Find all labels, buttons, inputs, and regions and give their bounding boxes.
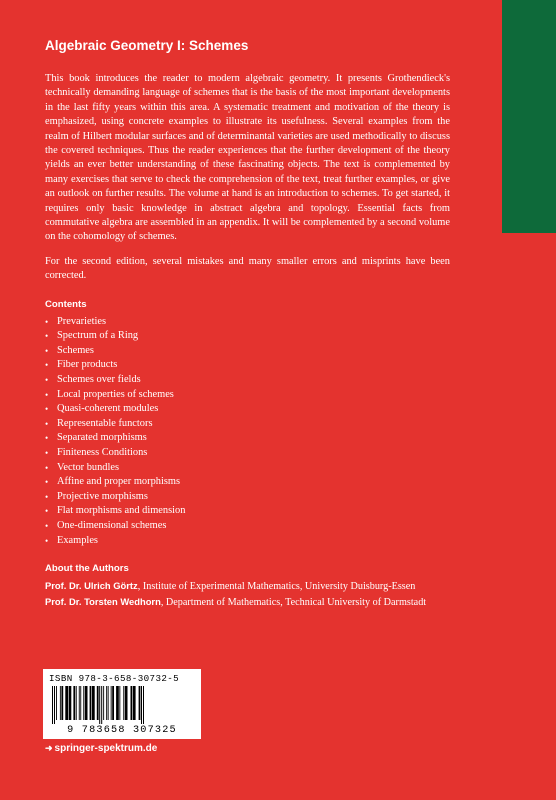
barcode-bar [69, 686, 72, 720]
contents-list [45, 315, 450, 549]
barcode-bar [133, 686, 136, 720]
barcode-digits: 9 783658 307325 [67, 725, 177, 736]
barcode-guard-bar [141, 686, 142, 724]
list-item: • One-dimensional schemes [45, 519, 450, 534]
contents-heading: Contents [45, 298, 87, 310]
list-item: • Local properties of schemes [45, 388, 450, 403]
barcode-guard-bar [54, 686, 55, 724]
publisher-url-text: springer-spektrum.de [54, 743, 158, 754]
barcode-bar [108, 686, 109, 720]
author-affiliation: , Department of Mathematics, Technical University of Darmstadt [160, 596, 427, 608]
book-title: Algebraic Geometry I: Schemes [45, 38, 249, 53]
barcode-bar [79, 686, 80, 720]
isbn-text: ISBN 978-3-658-30732-5 [49, 673, 180, 684]
barcode-bar [83, 686, 84, 720]
barcode-bar [131, 686, 133, 720]
description-paragraph-1: This book introduces the reader to modern algebraic geometry. It presents Grothendieck's technically demanding language of schemes that is the basis of the most important developments in the last fifty years within this area. A systematic treatment and motivation of the theory is emphasized, using concrete examples to illustrate its usefulness. Several examples from the realm of Hilbert modular surfaces and of determinantal varieties are used methodically to discuss the covered techniques. Thus the reader experiences that the further development of the theory yields an ever better understanding of these fascinating objects. The text is complemented by many exercises that serve to check the comprehension of the text, treat further examples, or give an outlook on further results. The volume at hand is an introduction to schemes. To get started, it requires only basic knowledge in abstract algebra and topology. Essential facts from commutative algebra are assembled in an appendix. It will be complemented by a second volume on the cohomology of schemes. [45, 73, 450, 243]
barcode-bar [85, 686, 88, 720]
barcode-bar [56, 686, 57, 720]
arrow-icon: ➜ [45, 743, 53, 753]
back-cover-text [45, 38, 450, 610]
list-item: • Prevarieties [45, 315, 450, 330]
barcode-bar [61, 686, 63, 720]
list-item: • Spectrum of a Ring [45, 329, 450, 344]
publisher-url[interactable] [45, 743, 157, 754]
barcode-bars [51, 686, 197, 724]
barcode-bar [123, 686, 124, 720]
author-affiliation: , Institute of Experimental Mathematics, University Duisburg-Essen [137, 581, 416, 593]
barcode-bar [125, 686, 128, 720]
list-item: • Finiteness Conditions [45, 446, 450, 461]
barcode-bar [76, 686, 77, 720]
list-item: • Vector bundles [45, 461, 450, 476]
barcode-guard-bar [52, 686, 53, 724]
list-item: • Representable functors [45, 417, 450, 432]
barcode-bar [90, 686, 92, 720]
list-item: • Examples [45, 534, 450, 549]
barcode-bar [111, 686, 112, 720]
barcode-bar [112, 686, 114, 720]
barcode-bar [80, 686, 81, 720]
barcode-bar [116, 686, 119, 720]
isbn-barcode [43, 669, 201, 739]
barcode-bar [139, 686, 141, 720]
author-name: Prof. Dr. Torsten Wedhorn [45, 595, 161, 607]
barcode-guard-bar [101, 686, 102, 724]
description-paragraph-2: For the second edition, several mistakes and many smaller errors and misprints have been corrected. [45, 255, 450, 282]
barcode-bar [60, 686, 61, 720]
list-item: • Schemes [45, 344, 450, 359]
list-item: • Quasi-coherent modules [45, 402, 450, 417]
barcode-bar [103, 686, 104, 720]
list-item: • Separated morphisms [45, 431, 450, 446]
list-item: • Affine and proper morphisms [45, 475, 450, 490]
green-accent-strip [502, 0, 556, 233]
barcode-bar [97, 686, 99, 720]
barcode-bar [92, 686, 95, 720]
barcode-bar [73, 686, 75, 720]
barcode-guard-bar [143, 686, 144, 724]
barcode-guard-bar [99, 686, 100, 724]
author-entry [45, 579, 450, 595]
barcode-bar [119, 686, 120, 720]
list-item: • Fiber products [45, 358, 450, 373]
author-entry [45, 595, 450, 611]
list-item: • Flat morphisms and dimension [45, 504, 450, 519]
barcode-bar [65, 686, 68, 720]
barcode-bar [106, 686, 107, 720]
authors-heading: About the Authors [45, 563, 129, 575]
list-item: • Schemes over fields [45, 373, 450, 388]
list-item: • Projective morphisms [45, 490, 450, 505]
author-name: Prof. Dr. Ulrich Görtz [45, 580, 138, 592]
